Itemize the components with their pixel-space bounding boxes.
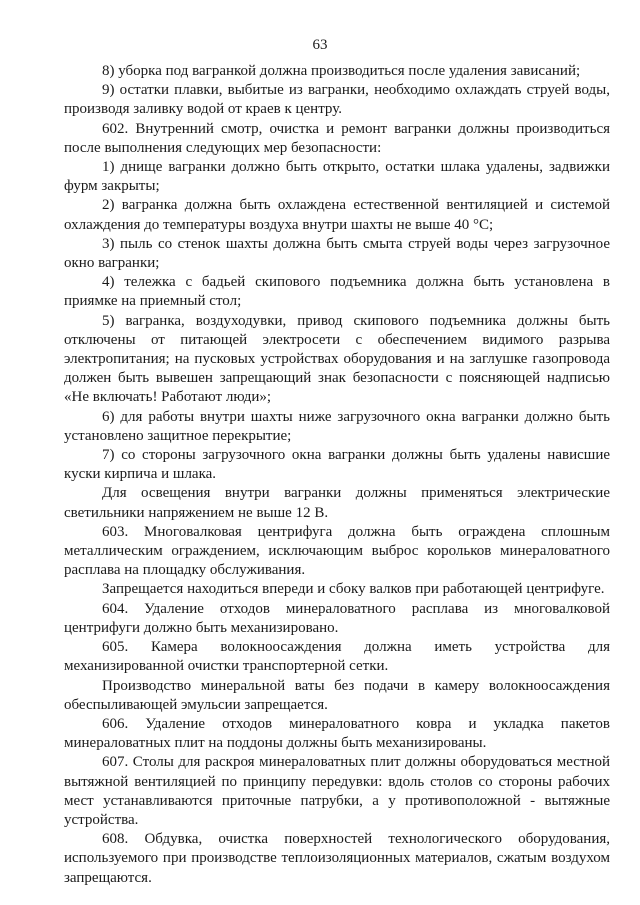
paragraph-603: 603. Многовалковая центрифуга должна быть ограждена сплошным металлическим ограждением, исключающим выброс корольков минераловатного расплава на площадку обслуживания. xyxy=(64,523,610,579)
paragraph-item-1: 1) днище вагранки должно быть открыто, остатки шлака удалены, задвижки фурм закрыты; xyxy=(64,159,610,195)
paragraph-item-9: 9) остатки плавки, выбитые из вагранки, необходимо охлаждать струей воды, производя заливку водой от краев к центру. xyxy=(64,82,610,118)
paragraph-605: 605. Камера волокноосаждения должна иметь устройства для механизированной очистки транспортерной сетки. xyxy=(64,639,610,675)
paragraph-item-6: 6) для работы внутри шахты ниже загрузочного окна вагранки должно быть установлено защитное перекрытие; xyxy=(64,408,610,444)
paragraph-lighting: Для освещения внутри вагранки должны применяться электрические светильники напряжением не выше 12 В. xyxy=(64,485,610,521)
paragraph-item-3: 3) пыль со стенок шахты должна быть смыта струей воды через загрузочное окно вагранки; xyxy=(64,235,610,272)
paragraph-mineral-wool-ban: Производство минеральной ваты без подачи в камеру волокноосаждения обеспыливающей эмульсии запрещается. xyxy=(64,677,610,713)
document-body xyxy=(64,62,610,888)
paragraph-item-2: 2) вагранка должна быть охлаждена естественной вентиляцией и системой охлаждения до температуры воздуха внутри шахты не выше 40 °С; xyxy=(64,197,610,233)
paragraph-centrifuge-ban: Запрещается находиться впереди и сбоку валков при работающей центрифуге. xyxy=(102,581,605,598)
paragraph-item-5: 5) вагранка, воздуходувки, привод скипового подъемника должны быть отключены от питающей электросети с обеспечением видимого разрыва электропитания; на пусковых устройствах оборудования и на заглушке газопровода должен быть вывешен запрещающий знак безопасности с поясняющей надписью «Не включать! Работают люди»; xyxy=(64,312,610,406)
paragraph-item-4: 4) тележка с бадьей скипового подъемника должна быть установлена в приямке на приемный стол; xyxy=(64,274,610,310)
paragraph-602: 602. Внутренний смотр, очистка и ремонт вагранки должны производиться после выполнения следующих мер безопасности: xyxy=(64,120,610,156)
paragraph-606: 606. Удаление отходов минераловатного ковра и укладка пакетов минераловатных плит на поддоны должны быть механизированы. xyxy=(64,715,610,752)
paragraph-item-7: 7) со стороны загрузочного окна вагранки должны быть удалены нависшие куски кирпича и шлака. xyxy=(64,447,610,483)
paragraph-608: 608. Обдувка, очистка поверхностей технологического оборудования, используемого при производстве теплоизоляционных материалов, сжатым воздухом запрещаются. xyxy=(64,831,610,886)
paragraph-607: 607. Столы для раскроя минераловатных плит должны оборудоваться местной вытяжной вентиляцией по принципу передувки: вдоль столов со стороны рабочих мест устанавливаются приточные патрубки, а у противоположной - вытяжные устройства. xyxy=(64,754,610,828)
paragraph-item-8: 8) уборка под вагранкой должна производиться после удаления зависаний; xyxy=(102,63,581,79)
paragraph-604: 604. Удаление отходов минераловатного расплава из многовалковой центрифуги должно быть механизировано. xyxy=(64,600,610,636)
page-number: 63 xyxy=(312,37,328,53)
